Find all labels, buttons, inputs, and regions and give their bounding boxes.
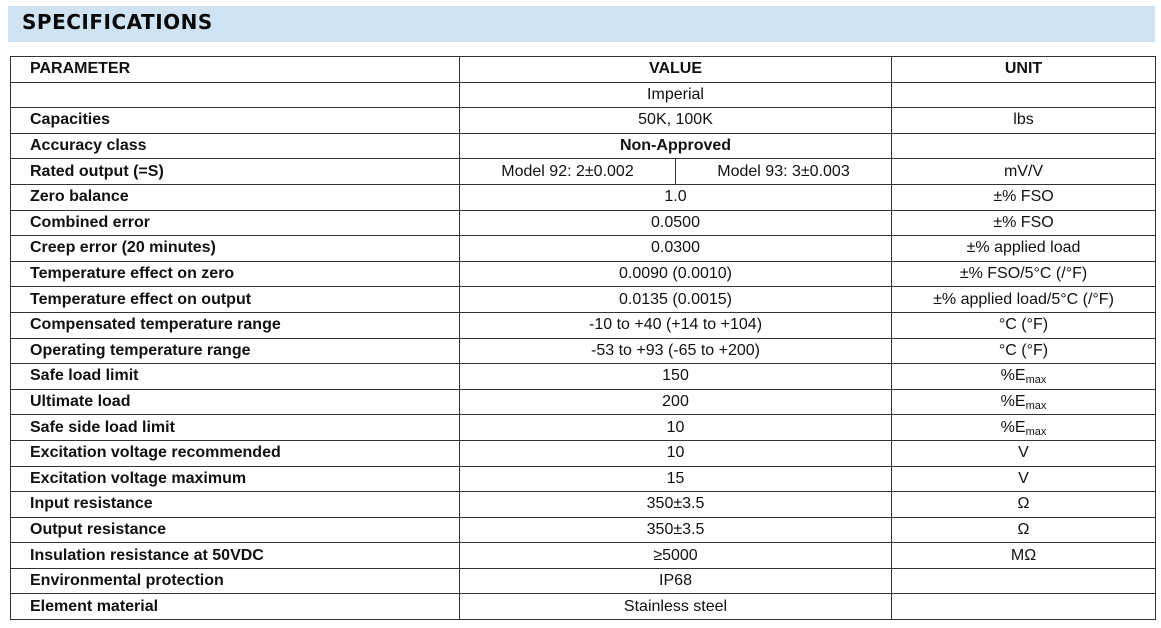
row-unit: ±% applied load — [892, 236, 1156, 262]
table-row — [11, 312, 1156, 338]
table-row — [11, 184, 1156, 210]
row-value: IP68 — [460, 568, 892, 594]
row-value-model-92: Model 92: 2±0.002 — [460, 159, 676, 185]
row-unit: ±% FSO — [892, 210, 1156, 236]
table-row — [11, 568, 1156, 594]
table-row — [11, 82, 1156, 108]
row-value: 350±3.5 — [460, 492, 892, 518]
row-label: Operating temperature range — [11, 338, 460, 364]
row-unit: mV/V — [892, 159, 1156, 185]
table-row — [11, 261, 1156, 287]
row-unit — [892, 568, 1156, 594]
table-row — [11, 210, 1156, 236]
row-value: Non-Approved — [460, 133, 892, 159]
unit-subscript: max — [1025, 425, 1047, 438]
imperial-label: Imperial — [460, 82, 892, 108]
row-label: Zero balance — [11, 184, 460, 210]
unit-subscript: max — [1025, 374, 1047, 387]
row-unit — [892, 389, 1156, 415]
table-row — [11, 517, 1156, 543]
column-header-parameter: PARAMETER — [11, 57, 460, 83]
row-label: Compensated temperature range — [11, 312, 460, 338]
table-row — [11, 133, 1156, 159]
row-label: Temperature effect on output — [11, 287, 460, 313]
row-unit — [892, 133, 1156, 159]
row-value: -10 to +40 (+14 to +104) — [460, 312, 892, 338]
table-row — [11, 159, 1156, 185]
row-unit: ±% FSO/5°C (/°F) — [892, 261, 1156, 287]
row-label: Rated output (=S) — [11, 159, 460, 185]
row-value: 15 — [460, 466, 892, 492]
row-unit: °C (°F) — [892, 338, 1156, 364]
row-unit — [892, 82, 1156, 108]
row-value: Stainless steel — [460, 594, 892, 620]
table-row — [11, 543, 1156, 569]
row-label: Temperature effect on zero — [11, 261, 460, 287]
table-row — [11, 287, 1156, 313]
row-value: 200 — [460, 389, 892, 415]
row-label: Environmental protection — [11, 568, 460, 594]
row-value: 350±3.5 — [460, 517, 892, 543]
row-label: Creep error (20 minutes) — [11, 236, 460, 262]
row-label: Combined error — [11, 210, 460, 236]
row-value: 0.0090 (0.0010) — [460, 261, 892, 287]
section-title: SPECIFICATIONS — [22, 10, 213, 34]
row-label: Accuracy class — [11, 133, 460, 159]
row-unit: ±% FSO — [892, 184, 1156, 210]
row-label: Element material — [11, 594, 460, 620]
table-row — [11, 492, 1156, 518]
unit-main: %E — [1000, 367, 1026, 385]
table-row — [11, 364, 1156, 390]
table-row — [11, 108, 1156, 134]
row-value: 0.0135 (0.0015) — [460, 287, 892, 313]
row-unit — [892, 594, 1156, 620]
unit-subscript: max — [1025, 400, 1047, 413]
unit-main: %E — [1000, 393, 1026, 411]
row-unit: Ω — [892, 492, 1156, 518]
row-label — [11, 82, 460, 108]
table-row — [11, 440, 1156, 466]
row-value: 0.0500 — [460, 210, 892, 236]
row-unit: MΩ — [892, 543, 1156, 569]
row-value: 0.0300 — [460, 236, 892, 262]
row-label: Capacities — [11, 108, 460, 134]
row-unit: V — [892, 466, 1156, 492]
row-label: Input resistance — [11, 492, 460, 518]
row-unit: lbs — [892, 108, 1156, 134]
row-unit — [892, 364, 1156, 390]
column-header-value: VALUE — [460, 57, 892, 83]
table-row — [11, 338, 1156, 364]
section-header-band — [8, 6, 1155, 42]
unit-main: %E — [1000, 418, 1026, 436]
row-value: ≥5000 — [460, 543, 892, 569]
row-value: -53 to +93 (-65 to +200) — [460, 338, 892, 364]
row-value-model-93: Model 93: 3±0.003 — [676, 159, 892, 185]
row-value: 150 — [460, 364, 892, 390]
table-row — [11, 236, 1156, 262]
row-unit — [892, 415, 1156, 441]
row-label: Output resistance — [11, 517, 460, 543]
row-label: Excitation voltage maximum — [11, 466, 460, 492]
row-value: 50K, 100K — [460, 108, 892, 134]
column-header-unit: UNIT — [892, 57, 1156, 83]
table-row — [11, 415, 1156, 441]
table-row — [11, 466, 1156, 492]
row-label: Ultimate load — [11, 389, 460, 415]
row-label: Insulation resistance at 50VDC — [11, 543, 460, 569]
table-row — [11, 389, 1156, 415]
row-value: 1.0 — [460, 184, 892, 210]
row-label: Safe side load limit — [11, 415, 460, 441]
specifications-table — [10, 56, 1156, 620]
row-value: 10 — [460, 415, 892, 441]
row-label: Excitation voltage recommended — [11, 440, 460, 466]
row-value: 10 — [460, 440, 892, 466]
table-header-row — [11, 57, 1156, 83]
row-unit: Ω — [892, 517, 1156, 543]
row-unit: °C (°F) — [892, 312, 1156, 338]
row-unit: V — [892, 440, 1156, 466]
row-label: Safe load limit — [11, 364, 460, 390]
row-unit: ±% applied load/5°C (/°F) — [892, 287, 1156, 313]
table-row — [11, 594, 1156, 620]
